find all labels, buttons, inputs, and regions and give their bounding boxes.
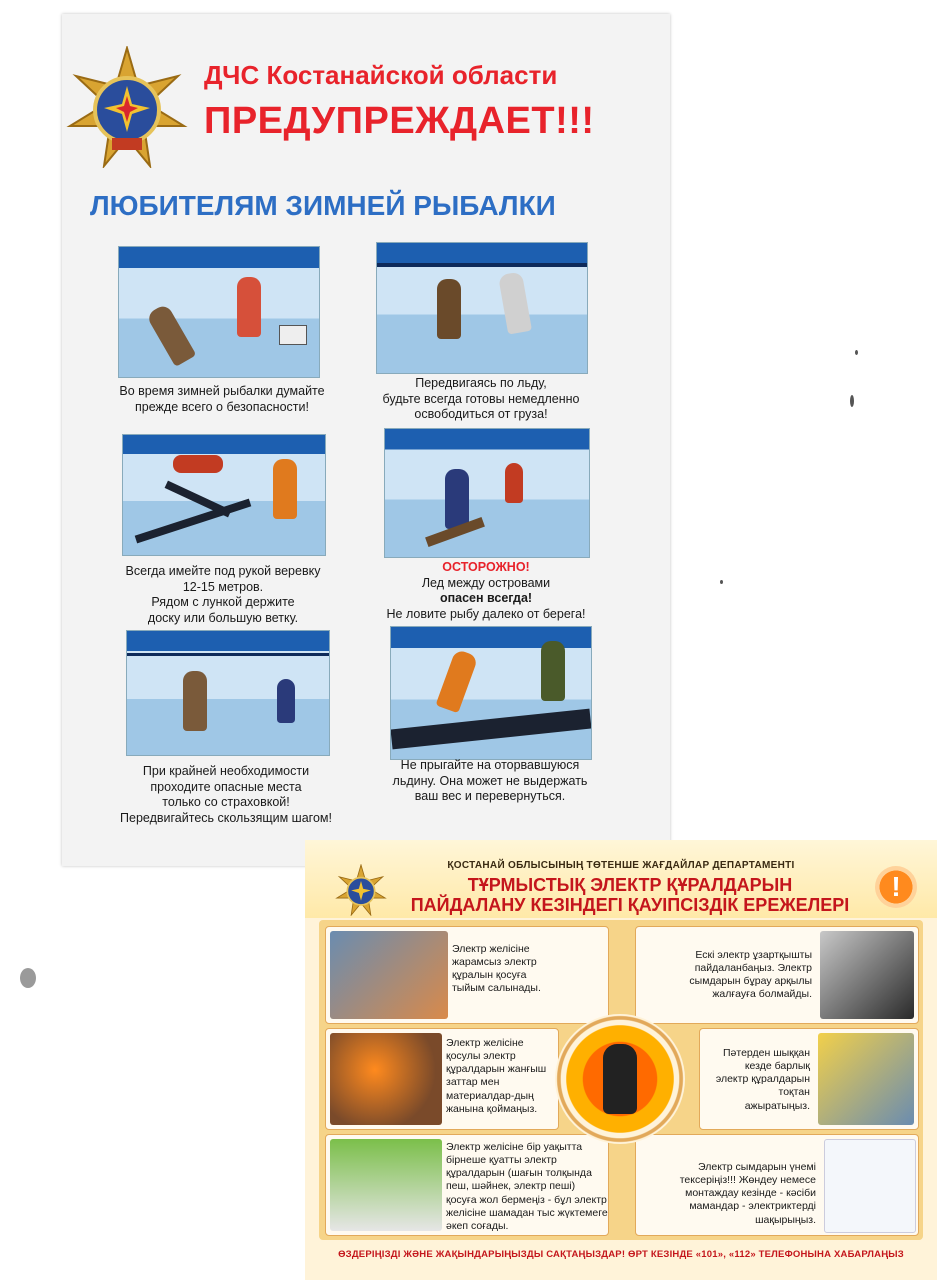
rule-card — [325, 1028, 559, 1130]
electrical-safety-poster — [305, 840, 937, 1280]
emblem-icon — [66, 46, 188, 168]
rule-card — [325, 926, 609, 1024]
rule-text: Ескі электр ұзартқышты пайдаланбаңыз. Электр сымдарын бұрау арқылы жалғауға болмайды. — [689, 949, 812, 1001]
tip-caption-warning: ОСТОРОЖНО! Лед между островами опасен всегда! Не ловите рыбу далеко от берега! — [386, 560, 586, 621]
stray-mark — [850, 395, 854, 407]
tip-caption: Передвигаясь по льду, будьте всегда готовы немедленно освободиться от груза! — [382, 376, 580, 422]
emblem-icon — [335, 864, 387, 916]
tip-caption: Всегда имейте под рукой веревку 12-15 метров. Рядом с лункой держите доску или большую ветку. — [125, 564, 321, 625]
org-title: ДЧС Костанайской области — [204, 60, 558, 90]
illustration-carrying-load — [376, 242, 588, 374]
illustration-ice-islands — [384, 428, 590, 558]
rules-panel — [319, 920, 923, 1240]
firefighter-icon — [555, 1014, 685, 1144]
illustration-fishing-at-hole — [118, 246, 320, 378]
rule-card — [325, 1134, 609, 1236]
rule-text: Пәтерден шыққан кезде барлық электр құралдарын тоқтан ажыратыңыз. — [715, 1047, 810, 1112]
rule-card — [635, 926, 919, 1024]
illustration-safety-line — [126, 630, 330, 756]
rule-text: Электр желісіне жарамсыз электр құралын қосуға тыйым салынады. — [452, 943, 541, 995]
stray-mark — [20, 968, 36, 988]
poster-heading: ЛЮБИТЕЛЯМ ЗИМНЕЙ РЫБАЛКИ — [90, 190, 556, 221]
rule-text: Электр желісіне бір уақытта бірнеше қуатты электр құралдарын (шағын толқында пеш, шәйнек, электр пеші) қосуға жол бермеңіз - бұл электр желісіне шамадан тыс жүктемеге әкеп соғады. — [446, 1141, 608, 1232]
department-name: ҚОСТАНАЙ ОБЛЫСЫНЫҢ ТӨТЕНШЕ ЖАҒДАЙЛАР ДЕПАРТАМЕНТІ — [447, 860, 795, 871]
poster2-title: ТҰРМЫСТЫҚ ЭЛЕКТР ҚҰРАЛДАРЫН ПАЙДАЛАНУ КЕЗІНДЕГІ ҚАУІПСІЗДІК ЕРЕЖЕЛЕРІ — [410, 875, 850, 915]
illustration-rope-rescue — [122, 434, 326, 556]
rule-text: Электр желісіне қосулы электр құралдарын жанғыш заттар мен материалдар-дың жанына қоймаңыз. — [446, 1037, 547, 1115]
warn-title: ПРЕДУПРЕЖДАЕТ!!! — [204, 100, 595, 142]
rule-card — [635, 1134, 919, 1236]
rule-text: Электр сымдарын үнемі тексеріңіз!!! Жөндеу немесе монтаждау кезінде - кәсіби мамандар - электриктерді шақырыңыз. — [679, 1161, 816, 1226]
fishing-safety-poster — [62, 14, 670, 866]
stray-mark — [855, 350, 858, 355]
alert-icon: ! — [875, 866, 917, 908]
rule-card — [699, 1028, 919, 1130]
poster2-footer: ӨЗДЕРІҢІЗДІ ЖӘНЕ ЖАҚЫНДАРЫҢЫЗДЫ САҚТАҢЫЗДАР! ӨРТ КЕЗІНДЕ «101», «112» ТЕЛЕФОНЫНА ХАБАРЛАҢЫЗ — [338, 1249, 904, 1260]
tip-caption: Во время зимней рыбалки думайте прежде всего о безопасности! — [119, 384, 325, 414]
illustration-jumping-ice-floe — [390, 626, 592, 760]
stray-mark — [720, 580, 723, 584]
tip-caption: Не прыгайте на оторвавшуюся льдину. Она может не выдержать ваш вес и перевернуться. — [392, 758, 588, 804]
tip-caption: При крайней необходимости проходите опасные места только со страховкой! Передвигайтесь скользящим шагом! — [120, 764, 332, 825]
